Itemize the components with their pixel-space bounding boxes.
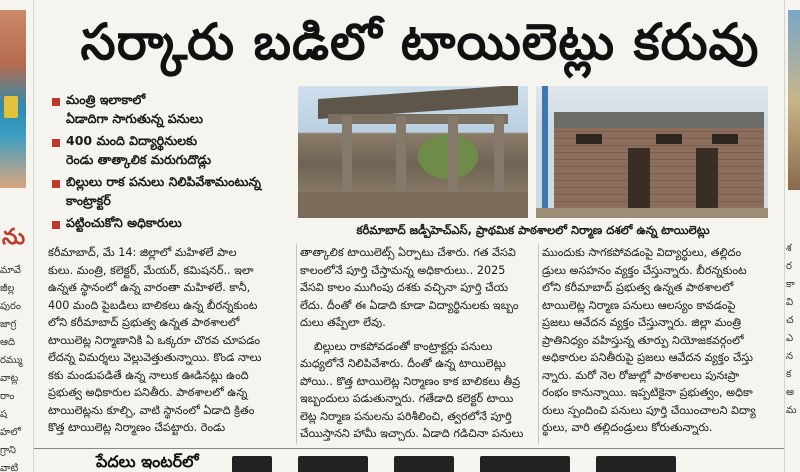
bullet-square-icon bbox=[52, 221, 60, 229]
adjacent-photo-right bbox=[788, 10, 800, 190]
article-column-1: కరీమాబాద్, మే 14: జిల్లాలో మహిళలే పాల కులు. మంత్రి, కలెక్టర్, మేయర్, కమిషనర్.. ఇలా ఉన్నత స్థానంలో ఉన్న వారంతా మహిళలే. కానీ, 400 మంది పైబడిలు బాలికలు ఉన్న బీరన్నకుంట లోని కరీమాబాద్ ప్రభుత్వ ఉన్నత పాఠశాలలో టాయిలెట్ల నిర్మాణానికి ఏ ఒక్కరూ చొరవ చూపడం లేదన్న విమర్శలు వెల్లువెత్తుతున్నాయి. కొండ నాలు కకు మండుపడితే ఉన్న నాలుక ఊడినట్లు ఉంది ప్రభుత్వ అధికారుల పనితీరు. పాఠశాలలో ఉన్న టాయిలెట్లను కూల్చి, వాటి స్థానంలో ఏడాది క్రితం కొత్త టాయిలెట్ల నిర్మాణం చేపట్టారు. రెండు bbox=[48, 246, 262, 434]
bullet-square-icon bbox=[52, 98, 60, 106]
article-column-2: తాత్కాలిక టాయిలెట్స్ ఏర్పాటు చేశారు. గత వేసవి కాలంలోనే పూర్తి చేస్తామన్న అధికారులు.. 2025 వేసవి కాలం ముగింపు దశకు వచ్చినా పూర్తి చేయ లేదు. దీంతో ఈ ఏడాది కూడా విద్యార్థినులకు ఇబ్బం దులు తప్పేలా లేవు. బిల్లులు రాకపోవడంతో కాంట్రాక్టర్లు పనులు మధ్యలోనే నిలిపివేశారు. దీంతో ఉన్న టాయిలెట్లు పోయి.. కొత్త టాయిలెట్ల నిర్మాణం కాక బాలికలు తీవ్ర ఇబ్బందులు పడుతున్నారు. గతేడాది కలెక్టర్ టాయి లెట్ల నిర్మాణ పనులను పరిశీలించి, త్వరలోనే పూర్తి చేయిస్తానని హామీ ఇచ్చారు. ఏడాది గడిచినా పనులు bbox=[300, 246, 524, 440]
construction-photo-zphs bbox=[298, 86, 528, 218]
adjacent-article-left bbox=[0, 0, 34, 472]
highlights-list bbox=[48, 90, 288, 235]
adjacent-photo-left bbox=[0, 10, 26, 188]
adjacent-text-right: శ ర కా వి చ ఎ న క అ మ bbox=[786, 243, 797, 416]
bullet-square-icon bbox=[52, 139, 60, 147]
construction-photo-primary-school bbox=[536, 86, 768, 218]
column-divider bbox=[538, 244, 539, 444]
highlight-item: 400 మంది విద్యార్థినులకు రెండు తాత్కాలిక మరుగుదొడ్లు bbox=[48, 131, 288, 169]
bullet-square-icon bbox=[52, 180, 60, 188]
column-divider bbox=[296, 244, 297, 444]
adjacent-text-left: మావే జీల్ల పురం జాగ్ర ఆది రమ్ము వాట్ల రాం ష హలో గ్రాని వాటి bbox=[0, 265, 23, 472]
adjacent-headline-left: ను bbox=[2, 225, 26, 250]
article-column-3: ముందుకు సాగకపోవడంపై విద్యార్థులు, తల్లిదం డ్రులు అసహనం వ్యక్తం చేస్తున్నారు. బీరన్నకుంట లోని కరీమాబాద్ ప్రభుత్వ ఉన్నత పాఠశాలలో టాయిలెట్ల నిర్మాణ పనులు ఆలస్యం కావడంపై ప్రజలు ఆవేదన వ్యక్తం చేస్తున్నారు. జిల్లా మంత్రి ప్రాతినిధ్యం వహిస్తున్న తూర్పు నియోజకవర్గంలో అధికారుల పనితీరుపై ప్రజలు ఆవేదన వ్యక్తం చేస్తు న్నారు. మరో నెల రోజుల్లో పాఠశాలలు పునఃప్రా రంభం కానున్నాయి. ఇప్పటికైనా ప్రభుత్వం, అధికా రులు స్పందించి పనులు పూర్తి చేయించాలని విద్యా ర్థులు, వారి తల్లిదండ్రులు కోరుతున్నారు. bbox=[542, 246, 756, 434]
highlight-item: పట్టించుకోని అధికారులు bbox=[48, 213, 288, 232]
section-divider bbox=[34, 448, 784, 449]
highlight-item: బిల్లులు రాక పనులు నిలిపివేశామంటున్న కాంట్రాక్టర్ bbox=[48, 172, 288, 210]
highlight-item: మంత్రి ఇలాకాలో ఏడాదిగా సాగుతున్న పనులు bbox=[48, 90, 288, 128]
article-headline: సర్కారు బడిలో టాయిలెట్లు కరువు bbox=[80, 13, 760, 71]
next-article-headline-right bbox=[232, 456, 772, 472]
next-article-headline-left: పేదలు ఇంటర్‌లో bbox=[96, 452, 199, 471]
photo-caption: కరీమాబాద్ జడ్పీహెచ్ఎస్, ప్రాథమిక పాఠశాలలో నిర్మాణ దశలో ఉన్న టాయిలెట్లు bbox=[356, 223, 710, 237]
